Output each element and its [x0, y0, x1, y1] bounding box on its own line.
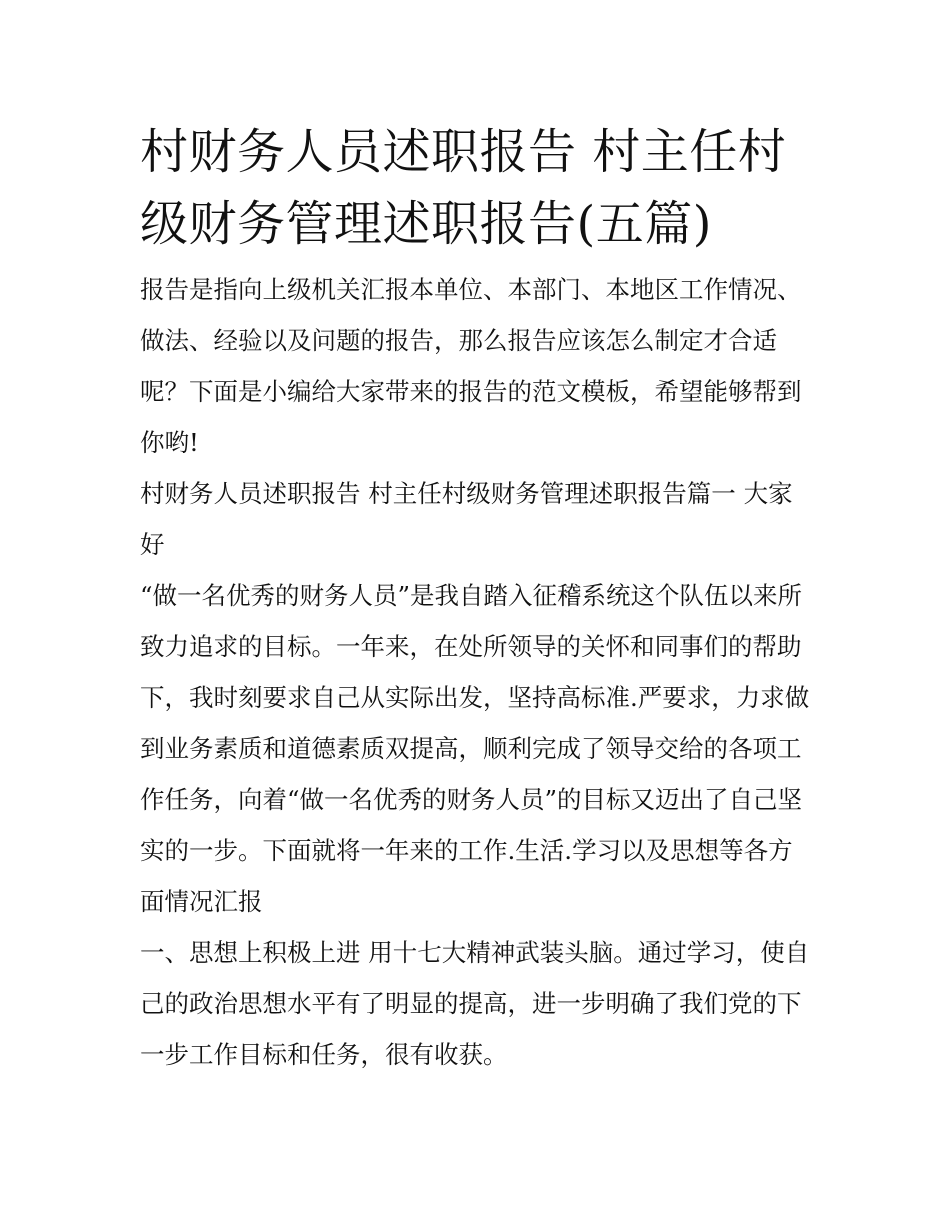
body-paragraph: “做一名优秀的财务人员”是我自踏入征稽系统这个队伍以来所致力追求的目标。一年来，在处所领导的关怀和同事们的帮助下，我时刻要求自己从实际出发，坚持高标准.严要求，力求做到业务素质和道德素质双提高，顺利完成了领导交给的各项工作任务，向着“做一名优秀的财务人员”的目标又迈出了自己坚实的一步。下面就将一年来的工作.生活.学习以及思想等各方面情况汇报 — [140, 581, 810, 916]
section-heading: 村财务人员述职报告 村主任村级财务管理述职报告篇一 大家好 — [140, 479, 793, 559]
document-page — [140, 116, 812, 1080]
body-paragraph-point-one: 一、思想上积极上进 用十七大精神武装头脑。通过学习，使自己的政治思想水平有了明显的提高，进一步明确了我们党的下一步工作目标和任务，很有收获。 — [140, 938, 810, 1069]
intro-paragraph: 报告是指向上级机关汇报本单位、本部门、本地区工作情况、做法、经验以及问题的报告，那么报告应该怎么制定才合适呢？下面是小编给大家带来的报告的范文模板，希望能够帮到你哟! — [140, 275, 802, 457]
document-title: 村财务人员述职报告 村主任村级财务管理述职报告(五篇) — [140, 124, 787, 252]
